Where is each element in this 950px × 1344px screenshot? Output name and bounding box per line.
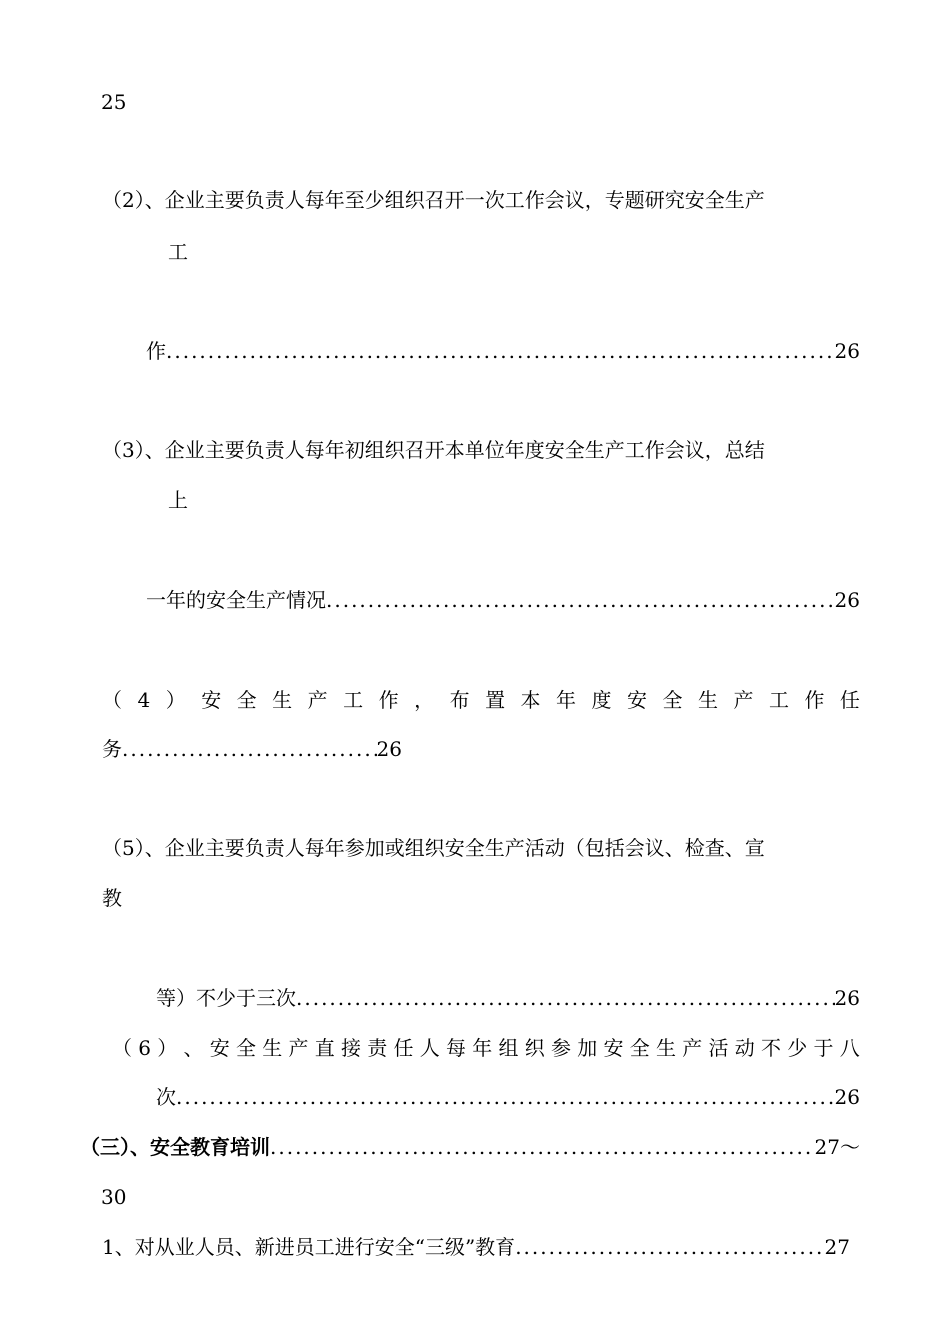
toc-item-2-line1: （2）、企业主要负责人每年至少组织召开一次工作会议，专题研究安全生产: [102, 188, 765, 212]
toc-item-6-char: 接: [340, 1036, 361, 1060]
toc-item-6-char: 组: [498, 1036, 519, 1060]
toc-item-5-text: 等）不少于三次: [156, 986, 296, 1010]
toc-item-5-page: 26: [834, 986, 860, 1010]
dot-leader: [166, 337, 835, 365]
toc-item-6-char: 于: [813, 1036, 834, 1060]
toc-item-6-char: 不: [760, 1036, 781, 1060]
dot-leader: [515, 1233, 824, 1261]
toc-item-5-line1: （5）、企业主要负责人每年参加或组织安全生产活动（包括会议、检查、宣: [102, 836, 765, 860]
toc-item-6-char: 八: [839, 1036, 860, 1060]
toc-item-3-line2: 上: [168, 488, 188, 512]
toc-item-4-char: 作: [378, 688, 399, 712]
toc-subitem-1-page: 27: [824, 1235, 850, 1259]
toc-item-4-char: 产: [733, 688, 754, 712]
toc-item-4-char: 生: [697, 688, 718, 712]
toc-section-3-page-end: 30: [101, 1185, 127, 1209]
toc-item-6-char: 活: [708, 1036, 729, 1060]
toc-item-4-entry[interactable]: [102, 735, 402, 763]
toc-item-4-char: 置: [485, 688, 506, 712]
toc-item-6-line1: [112, 1034, 860, 1062]
toc-item-4-char: 作: [804, 688, 825, 712]
dot-leader: [122, 735, 377, 763]
toc-item-6-entry[interactable]: [156, 1083, 860, 1111]
toc-section-3-entry[interactable]: [80, 1133, 860, 1161]
toc-item-2-line2: 工: [168, 240, 188, 264]
toc-item-6-char: 加: [577, 1036, 598, 1060]
toc-item-3-page: 26: [834, 588, 860, 612]
toc-item-6-char: 、: [183, 1036, 204, 1060]
toc-page-ref-25: 25: [101, 90, 127, 114]
toc-item-3-entry[interactable]: [146, 586, 860, 614]
toc-item-5-line2: 教: [102, 886, 122, 910]
toc-item-6-char: 产: [682, 1036, 703, 1060]
toc-item-6-char: 全: [235, 1036, 256, 1060]
toc-item-6-char: 人: [419, 1036, 440, 1060]
toc-item-5-entry[interactable]: [156, 984, 860, 1012]
toc-item-4-char: 产: [307, 688, 328, 712]
toc-item-6-char: 生: [262, 1036, 283, 1060]
toc-item-4-text: 务: [102, 737, 122, 761]
toc-item-6-char: 安: [603, 1036, 624, 1060]
toc-item-4-char: 工: [343, 688, 364, 712]
toc-item-3-line1: （3）、企业主要负责人每年初组织召开本单位年度安全生产工作会议，总结: [102, 438, 765, 462]
toc-item-6-char: 安: [209, 1036, 230, 1060]
toc-item-4-char: 本: [520, 688, 541, 712]
toc-item-6-char: 少: [787, 1036, 808, 1060]
toc-item-6-char: ）: [157, 1036, 178, 1060]
toc-item-6-char: 生: [655, 1036, 676, 1060]
toc-item-6-text: 次: [156, 1085, 176, 1109]
dot-leader: [326, 586, 835, 614]
toc-subitem-1-entry[interactable]: [102, 1233, 850, 1261]
toc-item-6-char: 6: [138, 1036, 151, 1060]
toc-item-4-char: 4: [137, 688, 151, 712]
toc-item-4-page: 26: [376, 737, 402, 761]
toc-item-4-char: 安: [627, 688, 647, 712]
toc-item-2-entry[interactable]: [146, 337, 860, 365]
toc-item-6-char: 每: [445, 1036, 466, 1060]
toc-item-6-char: 织: [524, 1036, 545, 1060]
dot-leader: [270, 1133, 815, 1161]
toc-item-4-char: 工: [768, 688, 789, 712]
toc-item-6-char: 动: [734, 1036, 755, 1060]
toc-item-4-char: 全: [662, 688, 683, 712]
toc-item-4-char: ）: [165, 688, 186, 712]
toc-item-4-char: 度: [591, 688, 612, 712]
toc-item-6-char: 参: [550, 1036, 571, 1060]
toc-subitem-1-text: 1、对从业人员、新进员工进行安全“三级”教育: [102, 1235, 516, 1259]
toc-item-4-char: （: [102, 688, 122, 712]
toc-item-6-char: 年: [472, 1036, 493, 1060]
toc-item-4-char: 布: [449, 688, 470, 712]
toc-item-6-char: 责: [367, 1036, 388, 1060]
toc-item-4-char: 生: [272, 688, 293, 712]
toc-item-2-page: 26: [834, 339, 860, 363]
toc-section-3-title: （三）、安全教育培训: [80, 1135, 270, 1159]
toc-item-6-page: 26: [834, 1085, 860, 1109]
toc-item-4-char: 年: [556, 688, 577, 712]
dot-leader: [176, 1083, 835, 1111]
toc-item-4-char: ，: [414, 688, 435, 712]
toc-section-3-page: 27～: [814, 1135, 860, 1159]
toc-item-4-char: 全: [236, 688, 257, 712]
toc-item-6-char: 直: [314, 1036, 335, 1060]
toc-item-6-char: 任: [393, 1036, 414, 1060]
toc-item-4-line1: [102, 686, 860, 714]
toc-item-6-char: 产: [288, 1036, 309, 1060]
toc-item-4-char: 安: [201, 688, 222, 712]
toc-item-6-char: 全: [629, 1036, 650, 1060]
toc-item-6-char: （: [112, 1036, 132, 1060]
toc-item-3-text: 一年的安全生产情况: [146, 588, 326, 612]
toc-item-2-text: 作: [146, 339, 166, 363]
dot-leader: [296, 984, 835, 1012]
toc-item-4-char: 任: [839, 688, 860, 712]
